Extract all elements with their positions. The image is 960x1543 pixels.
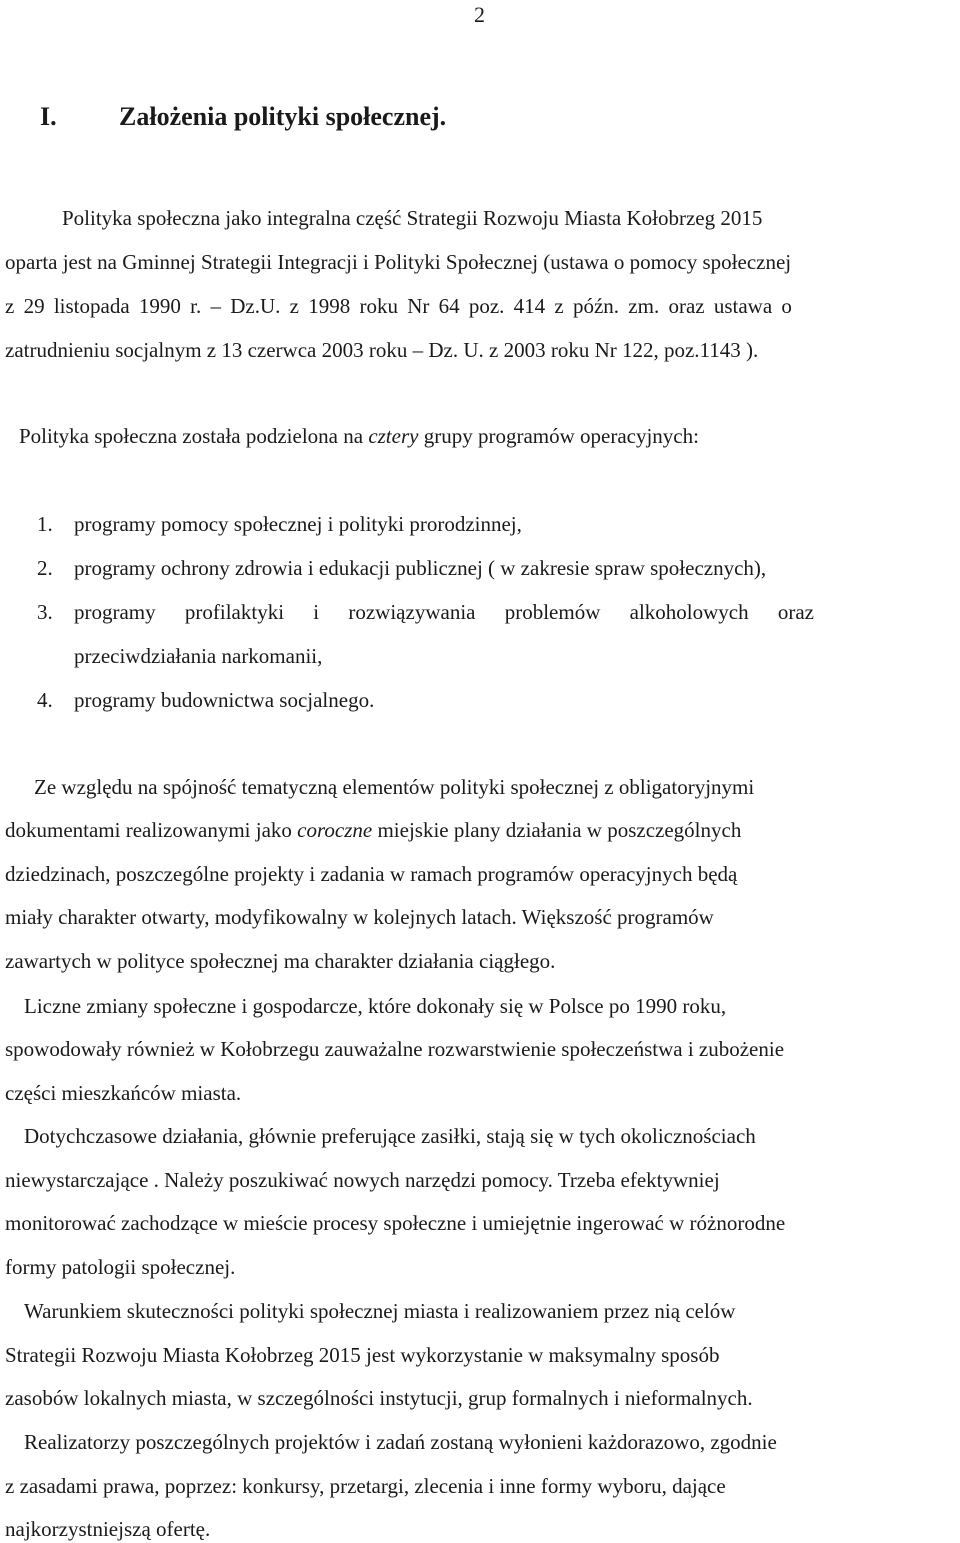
p5-line-3: najkorzystniejszą ofertę. <box>5 1517 211 1541</box>
list-item-number: 3. <box>37 600 53 624</box>
division-before: Polityka społeczna została podzielona na <box>19 424 369 448</box>
p1-line-2-before: dokumentami realizowanymi jako <box>5 818 298 842</box>
p4-line-1: Warunkiem skuteczności polityki społecznej miasta i realizowaniem przez nią celów <box>24 1299 736 1323</box>
list-item-number: 2. <box>37 556 53 580</box>
list-item-number: 1. <box>37 512 53 536</box>
list-item-continuation: przeciwdziałania narkomanii, <box>74 644 323 668</box>
list-item-text: programy profilaktyki i rozwiązywania problemów alkoholowych oraz <box>74 600 814 624</box>
p1-line-2 <box>5 818 741 843</box>
p1-line-3: dziedzinach, poszczególne projekty i zadania w ramach programów operacyjnych będą <box>5 862 738 886</box>
intro-line-2: oparta jest na Gminnej Strategii Integracji i Polityki Społecznej (ustawa o pomocy społecznej <box>5 250 792 274</box>
p1-line-4: miały charakter otwarty, modyfikowalny w kolejnych latach. Większość programów <box>5 905 714 929</box>
division-after: grupy programów operacyjnych: <box>418 424 699 448</box>
p2-line-2: spowodowały również w Kołobrzegu zauważalne rozwarstwienie społeczeństwa i zubożenie <box>5 1037 785 1061</box>
p5-line-1: Realizatorzy poszczególnych projektów i zadań zostaną wyłonieni każdorazowo, zgodnie <box>24 1430 777 1454</box>
list-item <box>37 600 959 625</box>
list-item-text: programy ochrony zdrowia i edukacji publicznej ( w zakresie spraw społecznych), <box>74 556 767 580</box>
list-item-text: programy budownictwa socjalnego. <box>74 688 375 712</box>
section-heading <box>40 102 446 132</box>
p5-line-2: z zasadami prawa, poprzez: konkursy, przetargi, zlecenia i inne formy wyboru, dające <box>5 1474 726 1498</box>
intro-line-1: Polityka społeczna jako integralna część Strategii Rozwoju Miasta Kołobrzeg 2015 <box>62 206 763 230</box>
heading-number: I. <box>40 102 57 131</box>
division-sentence <box>19 424 699 449</box>
p1-line-2-emph: coroczne <box>297 818 373 842</box>
p1-line-5: zawartych w polityce społecznej ma charakter działania ciągłego. <box>5 949 556 973</box>
page-number: 2 <box>474 2 485 27</box>
p3-line-4: formy patologii społecznej. <box>5 1255 236 1279</box>
list-item <box>37 688 374 713</box>
p4-line-3: zasobów lokalnych miasta, w szczególności instytucji, grup formalnych i nieformalnych. <box>5 1386 753 1410</box>
list-item <box>37 512 522 537</box>
p1-line-1: Ze względu na spójność tematyczną elementów polityki społecznej z obligatoryjnymi <box>34 775 755 799</box>
intro-line-3 <box>5 294 955 319</box>
p2-line-3: części mieszkańców miasta. <box>5 1081 242 1105</box>
p3-line-3: monitorować zachodzące w mieście procesy społeczne i umiejętnie ingerować w różnorodne <box>5 1211 786 1235</box>
intro-line-4: zatrudnieniu socjalnym z 13 czerwca 2003 roku – Dz. U. z 2003 roku Nr 122, poz.1143 ). <box>5 338 759 362</box>
p3-line-2: niewystarczające . Należy poszukiwać nowych narzędzi pomocy. Trzeba efektywniej <box>5 1168 720 1192</box>
p3-line-1: Dotychczasowe działania, głównie preferujące zasiłki, stają się w tych okolicznościach <box>24 1124 756 1148</box>
p4-line-2: Strategii Rozwoju Miasta Kołobrzeg 2015 jest wykorzystanie w maksymalny sposób <box>5 1343 720 1367</box>
list-item <box>37 556 766 581</box>
list-item-text: programy pomocy społecznej i polityki prorodzinnej, <box>74 512 522 536</box>
p2-line-1: Liczne zmiany społeczne i gospodarcze, które dokonały się w Polsce po 1990 roku, <box>24 994 727 1018</box>
p1-line-2-after: miejskie plany działania w poszczególnych <box>372 818 742 842</box>
heading-title: Założenia polityki społecznej. <box>119 102 447 131</box>
intro-line-3-text: z 29 listopada 1990 r. – Dz.U. z 1998 roku Nr 64 poz. 414 z późn. zm. oraz ustawa o <box>5 294 792 318</box>
list-item-number: 4. <box>37 688 53 712</box>
division-emph: cztery <box>368 424 419 448</box>
